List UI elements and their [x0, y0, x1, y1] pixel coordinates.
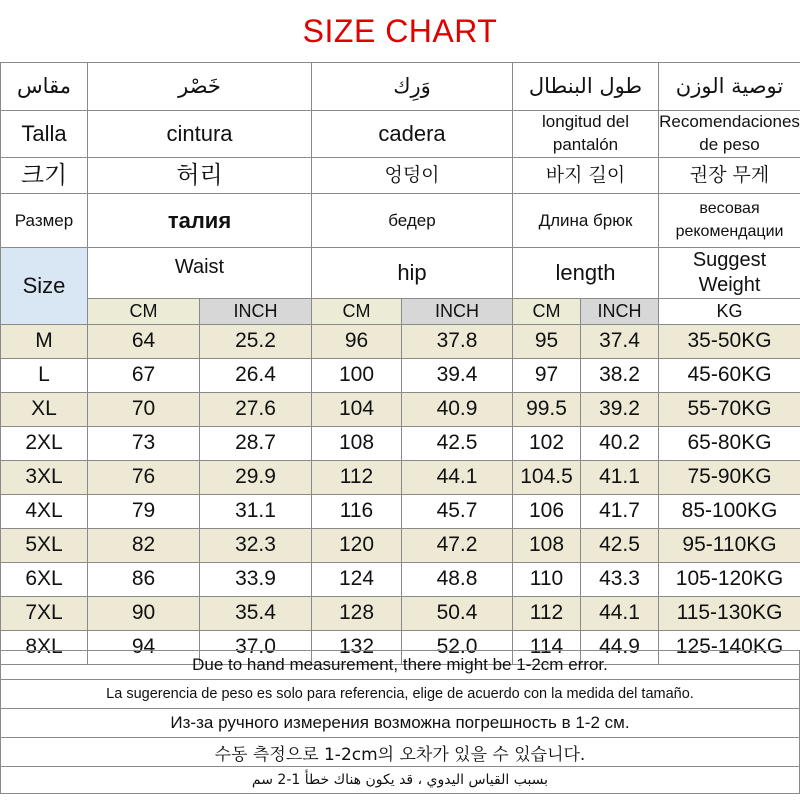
- header-length-ar: طول البنطال: [513, 63, 659, 111]
- header-hip-ko: 엉덩이: [312, 158, 513, 194]
- note-arabic: بسبب القياس اليدوي ، قد يكون هناك خطأ 1-2 سم: [1, 767, 800, 794]
- length-inch-cell: 42.5: [581, 529, 659, 563]
- unit-row: [1, 299, 800, 325]
- weight-cell: 35-50KG: [659, 325, 800, 359]
- header-weight-ar: توصية الوزن: [659, 63, 800, 111]
- table-row: [1, 393, 800, 427]
- header-size-ru: Размер: [1, 194, 88, 248]
- length-inch-cell: 41.7: [581, 495, 659, 529]
- header-length-ru: Длина брюк: [513, 194, 659, 248]
- unit-hip-inch: INCH: [402, 299, 513, 325]
- hip-cm-cell: 116: [312, 495, 402, 529]
- size-cell: M: [1, 325, 88, 359]
- header-length-ko: 바지 길이: [513, 158, 659, 194]
- hip-inch-cell: 45.7: [402, 495, 513, 529]
- weight-cell: 85-100KG: [659, 495, 800, 529]
- waist-cm-cell: 67: [88, 359, 200, 393]
- header-weight-ko: 권장 무게: [659, 158, 800, 194]
- hip-inch-cell: 48.8: [402, 563, 513, 597]
- length-cm-cell: 102: [513, 427, 581, 461]
- length-inch-cell: 39.2: [581, 393, 659, 427]
- table-row: [1, 359, 800, 393]
- waist-cm-cell: 76: [88, 461, 200, 495]
- note-korean: 수동 측정으로 1-2cm의 오차가 있을 수 있습니다.: [1, 738, 800, 767]
- header-length-es: longitud del pantalón: [513, 111, 659, 158]
- size-cell: 7XL: [1, 597, 88, 631]
- header-row-spanish: [1, 111, 800, 158]
- hip-inch-cell: 47.2: [402, 529, 513, 563]
- size-cell: XL: [1, 393, 88, 427]
- header-row-russian: [1, 194, 800, 248]
- weight-cell: 95-110KG: [659, 529, 800, 563]
- size-cell: L: [1, 359, 88, 393]
- weight-cell: 115-130KG: [659, 597, 800, 631]
- header-weight-en: Suggest Weight: [659, 248, 800, 299]
- unit-length-inch: INCH: [581, 299, 659, 325]
- table-row: [1, 325, 800, 359]
- unit-hip-cm: CM: [312, 299, 402, 325]
- hip-inch-cell: 44.1: [402, 461, 513, 495]
- unit-waist-inch: INCH: [200, 299, 312, 325]
- waist-cm-cell: 86: [88, 563, 200, 597]
- waist-cm-cell: 70: [88, 393, 200, 427]
- hip-inch-cell: 37.8: [402, 325, 513, 359]
- length-inch-cell: 43.3: [581, 563, 659, 597]
- table-row: [1, 563, 800, 597]
- length-inch-cell: 38.2: [581, 359, 659, 393]
- waist-cm-cell: 82: [88, 529, 200, 563]
- waist-cm-cell: 64: [88, 325, 200, 359]
- header-waist-ar: خَصْر: [88, 63, 312, 111]
- hip-inch-cell: 42.5: [402, 427, 513, 461]
- weight-cell: 125-140KG: [659, 631, 800, 665]
- note-spanish: La sugerencia de peso es solo para referencia, elige de acuerdo con la medida del tamaño.: [1, 680, 800, 709]
- table-row: [1, 427, 800, 461]
- header-waist-es: cintura: [88, 111, 312, 158]
- hip-cm-cell: 132: [312, 631, 402, 665]
- length-inch-cell: 44.9: [581, 631, 659, 665]
- unit-waist-cm: CM: [88, 299, 200, 325]
- hip-cm-cell: 96: [312, 325, 402, 359]
- weight-cell: 75-90KG: [659, 461, 800, 495]
- length-inch-cell: 41.1: [581, 461, 659, 495]
- weight-cell: 65-80KG: [659, 427, 800, 461]
- waist-inch-cell: 37.0: [200, 631, 312, 665]
- unit-weight-kg: KG: [659, 299, 800, 325]
- hip-cm-cell: 124: [312, 563, 402, 597]
- waist-cm-cell: 79: [88, 495, 200, 529]
- size-cell: 3XL: [1, 461, 88, 495]
- header-hip-ar: وَرِك: [312, 63, 513, 111]
- hip-cm-cell: 128: [312, 597, 402, 631]
- length-inch-cell: 40.2: [581, 427, 659, 461]
- header-hip-es: cadera: [312, 111, 513, 158]
- length-cm-cell: 110: [513, 563, 581, 597]
- note-russian: Из-за ручного измерения возможна погрешность в 1-2 см.: [1, 709, 800, 738]
- header-size-ko: 크기: [1, 158, 88, 194]
- header-size-es: Talla: [1, 111, 88, 158]
- table-row: [1, 461, 800, 495]
- header-waist-ru: талия: [88, 194, 312, 248]
- waist-inch-cell: 28.7: [200, 427, 312, 461]
- table-row: [1, 529, 800, 563]
- length-cm-cell: 112: [513, 597, 581, 631]
- length-cm-cell: 106: [513, 495, 581, 529]
- length-cm-cell: 114: [513, 631, 581, 665]
- waist-cm-cell: 73: [88, 427, 200, 461]
- header-size-en: Size: [1, 248, 88, 325]
- header-waist-ko: 허리: [88, 158, 312, 194]
- waist-inch-cell: 25.2: [200, 325, 312, 359]
- waist-cm-cell: 90: [88, 597, 200, 631]
- header-row-english: [1, 248, 800, 299]
- size-cell: 2XL: [1, 427, 88, 461]
- note-english: Due to hand measurement, there might be 1-2cm error.: [1, 651, 800, 680]
- header-row-arabic: [1, 63, 800, 111]
- hip-cm-cell: 100: [312, 359, 402, 393]
- unit-length-cm: CM: [513, 299, 581, 325]
- size-cell: 4XL: [1, 495, 88, 529]
- waist-inch-cell: 29.9: [200, 461, 312, 495]
- weight-cell: 45-60KG: [659, 359, 800, 393]
- header-length-en: length: [513, 248, 659, 299]
- notes-table: [0, 650, 800, 794]
- hip-inch-cell: 50.4: [402, 597, 513, 631]
- hip-cm-cell: 120: [312, 529, 402, 563]
- size-cell: 5XL: [1, 529, 88, 563]
- header-hip-ru: бедер: [312, 194, 513, 248]
- hip-inch-cell: 39.4: [402, 359, 513, 393]
- hip-inch-cell: 52.0: [402, 631, 513, 665]
- hip-inch-cell: 40.9: [402, 393, 513, 427]
- header-weight-ru: весовая рекомендации: [659, 194, 800, 248]
- waist-inch-cell: 32.3: [200, 529, 312, 563]
- length-inch-cell: 44.1: [581, 597, 659, 631]
- size-table: [0, 62, 800, 665]
- size-cell: 8XL: [1, 631, 88, 665]
- length-cm-cell: 99.5: [513, 393, 581, 427]
- length-cm-cell: 95: [513, 325, 581, 359]
- waist-inch-cell: 35.4: [200, 597, 312, 631]
- length-cm-cell: 97: [513, 359, 581, 393]
- header-weight-es: Recomendaciones de peso: [659, 111, 800, 158]
- size-cell: 6XL: [1, 563, 88, 597]
- weight-cell: 55-70KG: [659, 393, 800, 427]
- table-row: [1, 495, 800, 529]
- waist-inch-cell: 26.4: [200, 359, 312, 393]
- hip-cm-cell: 104: [312, 393, 402, 427]
- waist-cm-cell: 94: [88, 631, 200, 665]
- header-size-ar: مقاس: [1, 63, 88, 111]
- length-cm-cell: 108: [513, 529, 581, 563]
- waist-inch-cell: 33.9: [200, 563, 312, 597]
- hip-cm-cell: 112: [312, 461, 402, 495]
- length-cm-cell: 104.5: [513, 461, 581, 495]
- header-hip-en: hip: [312, 248, 513, 299]
- header-waist-en: Waist: [88, 248, 312, 299]
- header-row-korean: [1, 158, 800, 194]
- waist-inch-cell: 27.6: [200, 393, 312, 427]
- waist-inch-cell: 31.1: [200, 495, 312, 529]
- weight-cell: 105-120KG: [659, 563, 800, 597]
- chart-title: SIZE CHART: [302, 12, 498, 49]
- hip-cm-cell: 108: [312, 427, 402, 461]
- table-row: [1, 597, 800, 631]
- length-inch-cell: 37.4: [581, 325, 659, 359]
